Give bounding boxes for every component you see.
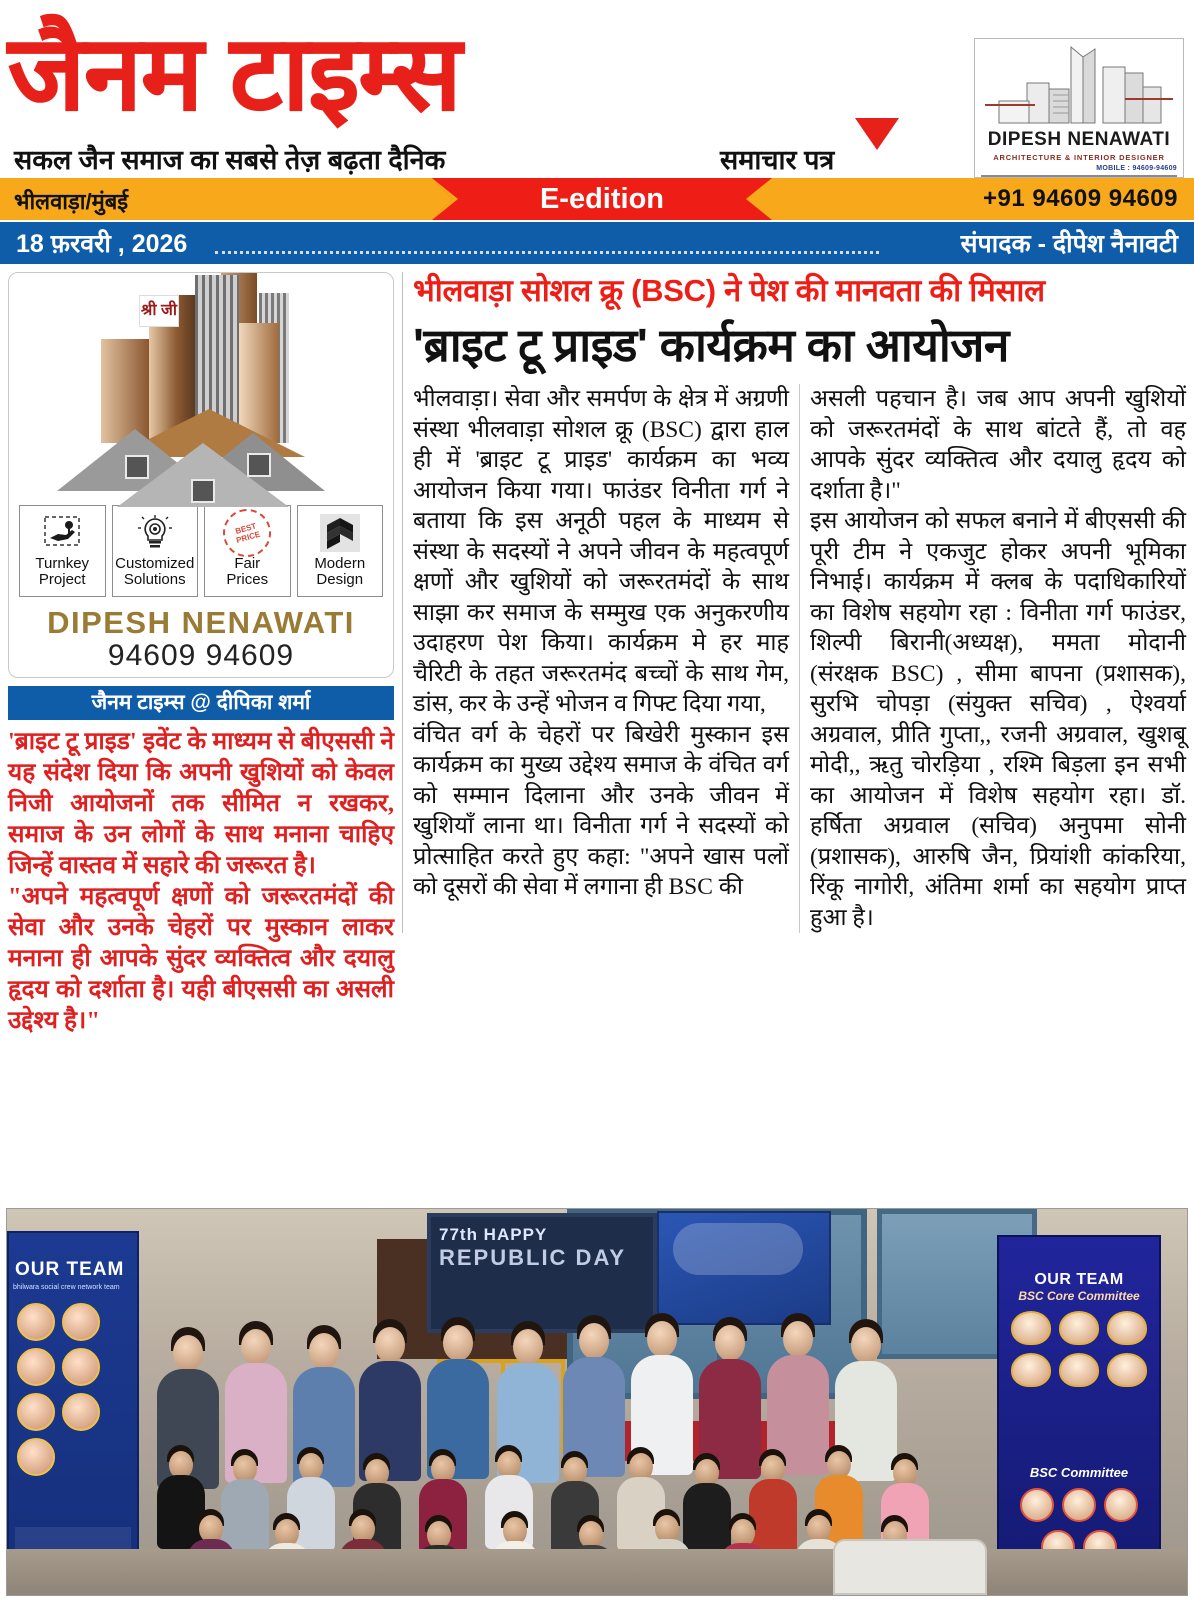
advertiser-logo-subtitle: ARCHITECTURE & INTERIOR DESIGNER [993,153,1165,162]
avatar [1107,1353,1147,1387]
avatar [17,1303,55,1341]
sidebar-paragraph: 'ब्राइट टू प्राइड' इवेंट के माध्यम से बीएससी ने यह संदेश दिया कि अपनी खुशियों को केवल निजी आयोजनों तक सीमित न रखकर, समाज के उन लोगों के साथ मनाना चाहिए जिन्हें वास्तव में सहारे की जरूरत है। [8,728,394,879]
newspaper-title [8,16,928,132]
feature-label-line2: Design [316,571,364,588]
article-paragraph: इस आयोजन को सफल बनाने में बीएससी की पूरी टीम ने एकजुट होकर अपनी भूमिका निभाई। कार्यक्रम में क्लब के पदाधिकारियों का विशेष सहयोग रहा : विनीता गर्ग फाउंडर, शिल्पी बिरानी(अध्यक्ष), ममता मोदानी (संरक्षक BSC) , सीमा बापना (प्रशासक), सुरभि चोपड़ा (संयुक्त सचिव) , ऐश्वर्या अग्रवाल, प्रीति गुप्ता,, रजनी अग्रवाल, खुशबू मोदी,, ऋतु चोरड़िया , रश्मि बिड़ला इन सभी का आयोजन में विशेष सहयोग रहा। डॉ. हर्षिता अग्रवाल (सचिव) अनुपमा सोनी (प्रशासक), आरुषि जैन, प्रियांशी कांकरिया, रिंकू नागोरी, अंतिमा शर्मा का सहयोग प्राप्त हुआ है। [810,508,1186,931]
left-standee-avatars [9,1291,137,1488]
building-skyline-icon [975,39,1183,131]
right-standee-subtitle: BSC Core Committee [1018,1289,1140,1303]
avatar [1062,1488,1096,1522]
feature-label-line1: Fair [234,555,261,572]
masthead-arrow-icon [855,118,899,150]
lightbulb-gear-icon [135,510,175,556]
edition-cities: भीलवाड़ा/मुंबई [14,189,129,214]
shree-ji-logo-mark: श्री जी [139,295,179,327]
right-standee-committee-label: BSC Committee [1029,1465,1129,1480]
modern-design-icon [319,510,361,556]
feature-label-line1: Customized [115,555,195,572]
person-head [579,1323,609,1359]
avatar [1020,1488,1054,1522]
person-head [443,1325,473,1361]
sidebar-byline-bar: जैनम टाइम्स @ दीपिका शर्मा [8,686,394,720]
advertiser-logo-name: DIPESH NENAWATI [987,129,1171,150]
article-paragraph: भीलवाड़ा। सेवा और समर्पण के क्षेत्र में अग्रणी संस्था भीलवाड़ा सोशल क्रू (BSC) द्वारा हाल ही में 'ब्राइट टू प्राइड' कार्यक्रम का भव्य आयोजन किया गया। फाउंडर विनीता गर्ग ने बताया कि इस अनूठी पहल के माध्यम से संस्था के सदस्यों ने अपने जीवन के महत्वपूर्ण क्षणों और खुशियों को जरूरतमंदों के साथ साझा कर समाज के सम्मुख एक अनुकरणीय उदाहरण पेश किया। कार्यक्रम मे हर माह चैरिटी के तहत जरूरतमंद बच्चों के साथ गेम, डांस, कर के उन्हें भोजन व गिफ्ट दिया गया, [413,386,789,717]
feature-fair-prices [204,505,291,597]
article-kicker: भीलवाड़ा सोशल क्रू (BSC) ने पेश की मानवता की मिसाल [413,273,1045,308]
person-head [783,1321,813,1357]
person-head [241,1329,271,1365]
masthead-tagline-right: समाचार पत्र [720,145,835,175]
photo-chair [833,1539,987,1595]
child-body [157,1475,205,1549]
newspaper-title-text: जैनम टाइम्स [8,16,461,132]
modern-design-svg [319,513,361,553]
sidebar-paragraph: "अपने महत्वपूर्ण क्षणों को जरूरतमंदों की सेवा और उनके चेहरों पर मुस्कान लाकर मनाना ही आपके सुंदर व्यक्तित्व और दयालु हृदय को दर्शाता है। यही बीएससी का असली उद्देश्य है।" [8,883,394,1034]
feature-label-line1: Modern [314,555,366,572]
lightbulb-gear-svg [135,514,175,552]
advertisement-phone: 94609 94609 [107,639,295,672]
feature-customized-solutions [112,505,199,597]
handshake-key-svg [42,514,82,552]
article-paragraph: वंचित वर्ग के चेहरों पर बिखेरी मुस्कान इस कार्यक्रम का मुख्य उद्देश्य समाज के वंचित वर्ग को सम्मान दिलाना और उनके जीवन में खुशियाँ लाना था। विनीता गर्ग ने सदस्यों को प्रोत्साहित करते हुए कहा: "अपने खास पलों को दूसरों की सेवा में लगाना ही BSC की [413,721,789,900]
feature-modern-design [297,505,384,597]
date-bar [0,220,1194,264]
publication-date: 18 फ़रवरी , 2026 [16,230,188,258]
avatar [17,1348,55,1386]
right-standee-core-avatars [999,1303,1159,1387]
advertisement-brand: DIPESH NENAWATI [47,605,355,640]
blackboard-line-2: REPUBLIC DAY [439,1245,626,1270]
article-text-column-1 [413,384,789,933]
avatar [62,1393,100,1431]
article-body [413,384,1186,933]
person-head [715,1325,745,1361]
window-icon [125,455,149,479]
feature-label-line1: Turnkey [35,555,90,572]
best-price-stamp-icon [223,510,271,556]
left-standee-subtitle: bhilwara social crew network team [13,1284,120,1291]
photo-floor [7,1549,1187,1595]
editor-name: संपादक - दीपेश नैनावटी [960,230,1178,258]
feature-turnkey-project [19,505,106,597]
avatar [1107,1311,1147,1345]
child-body [749,1479,797,1553]
feature-label-line2: Project [38,571,86,588]
avatar [1059,1353,1099,1387]
photo-poster [657,1211,831,1325]
article-column [402,272,1186,933]
article-paragraph: असली पहचान है। जब आप अपनी खुशियों को जरूरतमंदों के साथ बांटते हैं, तो वह आपके सुंदर व्यक्तित्व और दयालु हृदय को दर्शाता है।" [810,386,1186,504]
best-price-stamp-text: BEST PRICE [218,503,277,562]
advertisement-features [9,505,393,597]
left-standee-banner [7,1231,139,1565]
sidebar-body [8,726,394,1036]
right-standee-banner [997,1235,1161,1584]
avatar [1011,1311,1051,1345]
advertisement-artwork [9,273,393,499]
child-body [683,1483,731,1557]
dotted-leader [215,248,879,254]
left-column [8,272,394,1036]
e-edition-label: E-edition [539,183,665,215]
republic-day-blackboard [427,1213,657,1333]
event-group-photo [6,1208,1188,1596]
skyline-svg [975,39,1183,131]
avatar [1104,1488,1138,1522]
person-head [647,1321,677,1357]
feature-label-line2: Solutions [123,571,186,588]
blackboard-line-1: 77th HAPPY [439,1225,548,1244]
article-text-column-2 [799,384,1186,933]
avatar [1059,1311,1099,1345]
contact-phone: +91 94609 94609 [982,185,1178,212]
avatar [62,1348,100,1386]
advertiser-logo[interactable] [974,38,1184,178]
avatar [62,1303,100,1341]
feature-label-line2: Prices [226,571,269,588]
child-body [221,1479,269,1553]
edition-band [0,178,1194,220]
person-head [309,1333,339,1369]
person-head [173,1335,203,1371]
person-head [851,1327,881,1363]
article-headline: 'ब्राइट टू प्राइड' कार्यक्रम का आयोजन [413,319,1009,371]
avatar [17,1438,55,1476]
person-head [513,1329,543,1365]
window-icon [191,479,215,503]
poster-graphic [673,1223,803,1275]
avatar [1011,1353,1051,1387]
masthead-tagline-left: सकल जैन समाज का सबसे तेज़ बढ़ता दैनिक [14,145,446,175]
window-icon [247,453,271,477]
advertiser-logo-mobile: MOBILE : 94609-94609 [1096,165,1177,172]
page-content [0,264,1194,1036]
advertisement-card[interactable] [8,272,394,678]
left-standee-title: OUR TEAM [15,1259,125,1280]
handshake-key-icon [42,510,82,556]
masthead [0,0,1194,178]
avatar [17,1393,55,1431]
right-standee-title: OUR TEAM [1034,1271,1124,1288]
person-head [375,1327,405,1363]
